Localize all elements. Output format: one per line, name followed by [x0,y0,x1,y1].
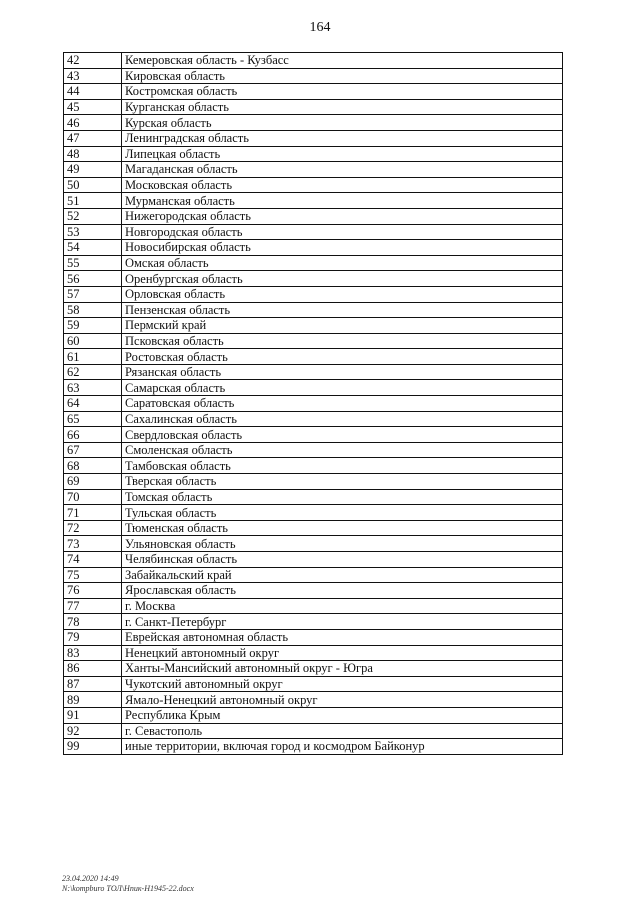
table-row [64,193,563,209]
region-name-cell: Самарская область [122,380,563,396]
table-row [64,53,563,69]
table-row [64,364,563,380]
region-code-cell: 43 [64,68,122,84]
region-name-cell: Московская область [122,177,563,193]
region-name-cell: Магаданская область [122,162,563,178]
region-name-cell: Чукотский автономный округ [122,676,563,692]
table-row [64,115,563,131]
region-name-cell: Новосибирская область [122,240,563,256]
region-code-cell: 78 [64,614,122,630]
region-code-cell: 53 [64,224,122,240]
region-code-cell: 52 [64,208,122,224]
region-code-cell: 83 [64,645,122,661]
region-code-cell: 87 [64,676,122,692]
table-row [64,349,563,365]
table-row [64,474,563,490]
region-code-cell: 66 [64,427,122,443]
region-code-cell: 56 [64,271,122,287]
region-name-cell: Кемеровская область - Кузбасс [122,53,563,69]
document-footer [62,874,194,894]
region-name-cell: Тверская область [122,474,563,490]
table-row [64,99,563,115]
region-code-cell: 57 [64,286,122,302]
region-code-cell: 67 [64,442,122,458]
region-code-cell: 76 [64,583,122,599]
table-row [64,84,563,100]
region-code-cell: 49 [64,162,122,178]
region-code-cell: 64 [64,396,122,412]
region-code-cell: 72 [64,520,122,536]
table-row [64,536,563,552]
table-row [64,255,563,271]
region-name-cell: Рязанская область [122,364,563,380]
region-code-cell: 74 [64,552,122,568]
table-row [64,396,563,412]
table-row [64,520,563,536]
region-code-cell: 42 [64,53,122,69]
page-number: 164 [309,20,331,35]
region-code-cell: 70 [64,489,122,505]
region-name-cell: Ханты-Мансийский автономный округ - Югра [122,661,563,677]
region-name-cell: Курская область [122,115,563,131]
table-row [64,676,563,692]
table-row [64,318,563,334]
region-name-cell: Саратовская область [122,396,563,412]
region-name-cell: Тамбовская область [122,458,563,474]
table-row [64,302,563,318]
region-name-cell: г. Москва [122,598,563,614]
region-name-cell: Курганская область [122,99,563,115]
table-row [64,552,563,568]
table-row [64,614,563,630]
region-code-cell: 91 [64,707,122,723]
region-name-cell: Пермский край [122,318,563,334]
table-row [64,442,563,458]
regions-table-body [64,53,563,755]
region-name-cell: Томская область [122,489,563,505]
region-code-cell: 51 [64,193,122,209]
table-row [64,68,563,84]
table-row [64,723,563,739]
region-code-cell: 86 [64,661,122,677]
table-row [64,380,563,396]
region-code-cell: 73 [64,536,122,552]
region-name-cell: Омская область [122,255,563,271]
region-name-cell: Ярославская область [122,583,563,599]
region-name-cell: Новгородская область [122,224,563,240]
region-name-cell: Ненецкий автономный округ [122,645,563,661]
region-name-cell: Костромская область [122,84,563,100]
region-name-cell: Нижегородская область [122,208,563,224]
table-row [64,286,563,302]
region-name-cell: Еврейская автономная область [122,629,563,645]
table-row [64,162,563,178]
region-code-cell: 75 [64,567,122,583]
table-row [64,208,563,224]
region-code-cell: 68 [64,458,122,474]
table-row [64,333,563,349]
region-code-cell: 54 [64,240,122,256]
region-code-cell: 45 [64,99,122,115]
table-row [64,411,563,427]
table-row [64,645,563,661]
region-code-cell: 46 [64,115,122,131]
region-name-cell: Смоленская область [122,442,563,458]
region-code-cell: 69 [64,474,122,490]
table-row [64,692,563,708]
region-code-cell: 63 [64,380,122,396]
footer-file-path: N:\kompburo ТОЛ\Нпик-Н1945-22.docx [62,884,194,893]
region-name-cell: Псковская область [122,333,563,349]
region-code-cell: 55 [64,255,122,271]
region-code-cell: 89 [64,692,122,708]
region-name-cell: Республика Крым [122,707,563,723]
region-name-cell: Мурманская область [122,193,563,209]
region-name-cell: Кировская область [122,68,563,84]
region-name-cell: Оренбургская область [122,271,563,287]
table-row [64,146,563,162]
table-row [64,427,563,443]
region-name-cell: Свердловская область [122,427,563,443]
region-code-cell: 50 [64,177,122,193]
region-code-cell: 61 [64,349,122,365]
table-row [64,271,563,287]
region-code-cell: 44 [64,84,122,100]
table-row [64,458,563,474]
region-name-cell: Ленинградская область [122,130,563,146]
region-name-cell: Пензенская область [122,302,563,318]
table-row [64,707,563,723]
table-row [64,598,563,614]
table-row [64,224,563,240]
region-code-cell: 99 [64,739,122,755]
region-name-cell: Тульская область [122,505,563,521]
regions-table [63,52,563,755]
region-name-cell: Липецкая область [122,146,563,162]
region-name-cell: Орловская область [122,286,563,302]
table-row [64,177,563,193]
region-name-cell: Тюменская область [122,520,563,536]
region-code-cell: 60 [64,333,122,349]
region-code-cell: 77 [64,598,122,614]
region-name-cell: Ростовская область [122,349,563,365]
region-code-cell: 47 [64,130,122,146]
region-code-cell: 58 [64,302,122,318]
region-code-cell: 48 [64,146,122,162]
table-row [64,505,563,521]
region-name-cell: иные территории, включая город и космодром Байконур [122,739,563,755]
region-name-cell: г. Санкт-Петербург [122,614,563,630]
region-name-cell: Забайкальский край [122,567,563,583]
region-code-cell: 65 [64,411,122,427]
region-code-cell: 71 [64,505,122,521]
region-code-cell: 62 [64,364,122,380]
region-name-cell: Челябинская область [122,552,563,568]
region-name-cell: Ямало-Ненецкий автономный округ [122,692,563,708]
region-code-cell: 79 [64,629,122,645]
table-row [64,240,563,256]
region-code-cell: 59 [64,318,122,334]
table-row [64,130,563,146]
table-row [64,739,563,755]
table-row [64,567,563,583]
region-name-cell: Сахалинская область [122,411,563,427]
region-name-cell: г. Севастополь [122,723,563,739]
table-row [64,629,563,645]
region-code-cell: 92 [64,723,122,739]
table-row [64,489,563,505]
table-row [64,661,563,677]
footer-timestamp: 23.04.2020 14:49 [62,874,119,883]
region-name-cell: Ульяновская область [122,536,563,552]
table-row [64,583,563,599]
